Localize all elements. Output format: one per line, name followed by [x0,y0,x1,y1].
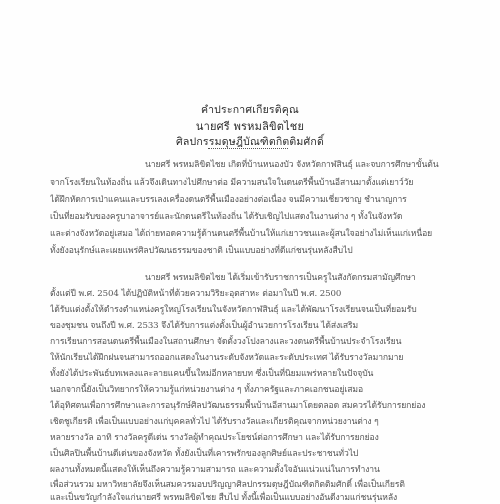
text-line: ของชุมชน จนถึงปี พ.ศ. 2533 จึงได้รับการแต่งตั้งเป็นผู้อำนวยการโรงเรียน ได้ส่งเสริม [50,321,359,331]
text-line: ทั้งยังได้ประพันธ์บทเพลงและลายแคนขึ้นใหม่อีกหลายบท ซึ่งเป็นที่นิยมแพร่หลายในปัจจุบัน [50,369,374,379]
text-line: ได้ฝึกหัดการเป่าแคนและบรรเลงเครื่องดนตรีพื้นเมืองอย่างต่อเนื่อง จนมีความเชี่ยวชาญ ชำนาญการ [50,195,407,205]
text-line: เป็นศิลปินพื้นบ้านดีเด่นของจังหวัด ทั้งยังเป็นที่เคารพรักของลูกศิษย์และประชาชนทั่วไป [50,449,359,459]
honoree-name: นายศรี พรหมลิขิตไชย [195,120,305,133]
text-line: เพื่อส่วนรวม มหาวิทยาลัยจึงเห็นสมควรมอบปริญญาศิลปกรรมดุษฎีบัณฑิตกิตติมศักดิ์ เพื่อเป็นเกียรติ [50,480,405,490]
text-line: การเรียนการสอนดนตรีพื้นเมืองในสถานศึกษา จัดตั้งวงโปงลางและวงดนตรีพื้นบ้านประจำโรงเรียน [50,337,402,347]
text-line: ทั้งยังอนุรักษ์และเผยแพร่ศิลปวัฒนธรรมของชาติ เป็นแบบอย่างที่ดีแก่ชนรุ่นหลังสืบไป [50,246,353,256]
text-line: ได้อุทิศตนเพื่อการศึกษาและการอนุรักษ์ศิลปวัฒนธรรมพื้นบ้านอีสานมาโดยตลอด สมควรได้รับการยกย่อง [50,401,426,411]
text-line: จากโรงเรียนในท้องถิ่น แล้วจึงเดินทางไปศึกษาต่อ มีความสนใจในดนตรีพื้นบ้านอีสานมาตั้งแต่เยาว์วัย [50,178,414,188]
text-line: และต่างจังหวัดอยู่เสมอ ได้ถ่ายทอดความรู้ด้านดนตรีพื้นบ้านให้แก่เยาวชนและผู้สนใจอย่างไม่เห็นแก่เหนื่อย [50,229,433,239]
text-line: เชิดชูเกียรติ เพื่อเป็นแบบอย่างแก่บุคคลทั่วไป ได้รับรางวัลและเกียรติคุณจากหน่วยงานต่าง ๆ [50,417,379,427]
text-line: นอกจากนี้ยังเป็นวิทยากรให้ความรู้แก่หน่วยงานต่าง ๆ ทั้งภาครัฐและภาคเอกชนอยู่เสมอ [50,385,364,395]
text-line: ให้นักเรียนได้ฝึกฝนจนสามารถออกแสดงในงานระดับจังหวัดและระดับประเทศ ได้รับรางวัลมากมาย [50,353,404,363]
text-line: เป็นที่ยอมรับของครูบาอาจารย์และนักดนตรีในท้องถิ่น ได้รับเชิญไปแสดงในงานต่าง ๆ ทั้งในจังหวัด [50,212,403,222]
text-line: นายศรี พรหมลิขิตไชย เกิดที่บ้านหนองบัว จังหวัดกาฬสินธุ์ และจบการศึกษาขั้นต้น [145,160,439,170]
citation-title: คำประกาศเกียรติคุณ [201,104,299,116]
text-line: และเป็นขวัญกำลังใจแก่นายศรี พรหมลิขิตไชย สืบไป ทั้งนี้เพื่อเป็นแบบอย่างอันดีงามแก่ชนรุ่นหลัง [50,493,398,503]
text-line: ตั้งแต่ปี พ.ศ. 2504 ได้ปฏิบัติหน้าที่ด้วยความวิริยะอุตสาหะ ต่อมาในปี พ.ศ. 2500 [50,289,342,299]
text-line: ได้รับแต่งตั้งให้ดำรงตำแหน่งครูใหญ่โรงเรียนในจังหวัดกาฬสินธุ์ และได้พัฒนาโรงเรียนจนเป็นที่ยอมรับ [50,305,417,315]
text-line: ผลงานทั้งหมดนี้แสดงให้เห็นถึงความรู้ความสามารถ และความตั้งใจอันแน่วแน่ในการทำงาน [50,465,380,475]
separator-rule [208,148,288,149]
text-line: นายศรี พรหมลิขิตไชย ได้เริ่มเข้ารับราชการเป็นครูในสังกัดกรมสามัญศึกษา [145,273,416,283]
degree-title: ศิลปกรรมดุษฎีบัณฑิตกิตติมศักดิ์ [175,136,324,148]
text-line: หลายรางวัล อาทิ รางวัลครูดีเด่น รางวัลผู้ทำคุณประโยชน์ต่อการศึกษา และได้รับการยกย่อง [50,433,379,443]
